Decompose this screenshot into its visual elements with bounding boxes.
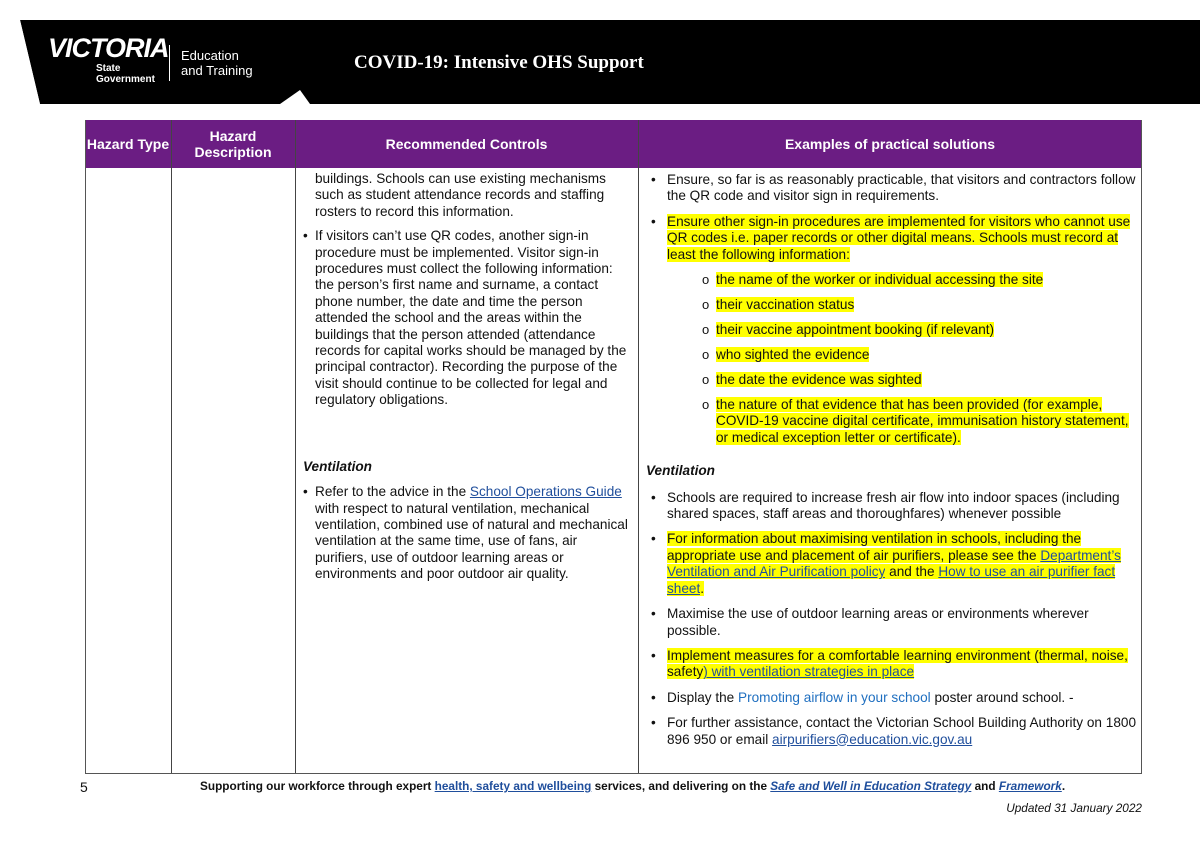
examples-ventilation-heading: Ventilation: [646, 463, 715, 479]
list-item: • Ensure, so far is as reasonably practicable, that visitors and contractors follow the QR code and visitor sign in requirements.: [646, 172, 1136, 205]
list-item: [646, 648, 1136, 681]
sub-list-item: [667, 297, 1136, 313]
required-info-sublist: [667, 272, 1136, 446]
list-item: [646, 690, 1136, 706]
promoting-airflow-link[interactable]: Promoting airflow in your school: [738, 689, 931, 705]
header-recommended-controls: Recommended Controls: [385, 136, 548, 152]
list-item: • If visitors can’t use QR codes, another sign-in procedure must be implemented. Visitor sign-in procedures must collect the following information: the person’s first name and surname, a contact phone number, the date and time the person attended the school and the areas within the buildings that the person attended (attendance records for capital works should be managed by the principal contractor). Recording the purpose of the visit should continue to be collected for legal and regulatory obligations.: [303, 228, 631, 408]
updated-date: Updated 31 January 2022: [1006, 801, 1142, 815]
examples-cell: [646, 172, 1136, 748]
highlighted-text: the nature of that evidence that has been provided (for example, COVID-19 vaccine digital certificate, immunisation history statement, or medical exception letter or certificate).: [716, 397, 1129, 445]
list-item: • Maximise the use of outdoor learning areas or environments wherever possible.: [646, 606, 1136, 639]
list-item: [303, 484, 631, 582]
header-hazard-description: Hazard Description: [194, 128, 272, 160]
column-divider: [295, 120, 296, 774]
list-item: [646, 214, 1136, 446]
highlighted-text: For information about maximising ventilation in schools, including the appropriate use and placement of air purifiers, please see the: [667, 531, 1082, 563]
logo-department-line1: Education: [181, 48, 239, 63]
controls-list: [303, 228, 631, 408]
list-item: [646, 715, 1136, 748]
controls-ventilation-list: [303, 484, 631, 582]
examples-ventilation-list: [646, 490, 1136, 748]
text-run: with respect to natural ventilation, mechanical ventilation, combined use of natural and mechanical ventilation at the same time, use of fans, air purifiers, use of outdoor learning areas or environments and poor outdoor air quality.: [315, 500, 628, 582]
framework-link[interactable]: Framework: [998, 779, 1062, 793]
recommended-controls-cell: [303, 171, 631, 583]
logo-wordmark: VICTORIA: [48, 33, 169, 63]
header-hazard-type: Hazard Type: [86, 136, 170, 152]
logo-government: Government: [96, 74, 155, 85]
sub-list-item: [667, 322, 1136, 338]
header-examples: Examples of practical solutions: [784, 136, 996, 152]
list-item: • Schools are required to increase fresh air flow into indoor spaces (including shared spaces, staff areas and thoroughfares) whenever possible: [646, 490, 1136, 523]
text-run: and: [971, 779, 999, 793]
text-run: Display the: [667, 689, 739, 705]
column-divider: [638, 120, 639, 774]
highlighted-text: the date the evidence was sighted: [716, 372, 922, 388]
sub-list-item: [667, 272, 1136, 288]
text-run: services, and delivering on the: [591, 779, 771, 793]
text-run: Supporting our workforce through expert: [200, 779, 435, 793]
footer-text: [200, 779, 1065, 793]
highlighted-text: their vaccination status: [716, 297, 855, 313]
table-border-right: [1141, 120, 1142, 774]
air-purifier-fact-sheet-link[interactable]: How to use an air purifier fact sheet: [667, 564, 1116, 596]
email-link[interactable]: airpurifiers@education.vic.gov.au: [772, 731, 973, 747]
sub-list-item: [667, 372, 1136, 388]
highlighted-text: the name of the worker or individual accessing the site: [716, 272, 1044, 288]
logo-divider: [169, 45, 170, 81]
highlighted-text: who sighted the evidence: [716, 347, 870, 363]
text-run: poster around school. -: [930, 689, 1074, 705]
ventilation-strategies-link[interactable]: ) with ventilation strategies in place: [703, 664, 915, 680]
examples-list: [646, 172, 1136, 446]
text-run: .: [1061, 779, 1066, 793]
ventilation-policy-link[interactable]: Department’s Ventilation and Air Purification policy: [667, 547, 1121, 580]
table-header-row: [85, 120, 1142, 168]
document-title: COVID-19: Intensive OHS Support: [354, 52, 644, 73]
highlighted-text: .: [700, 580, 705, 596]
highlighted-text: Implement measures for a comfortable learning environment (thermal, noise, safety: [667, 647, 1128, 680]
school-operations-guide-link[interactable]: School Operations Guide: [469, 484, 622, 500]
table-border-bottom: [85, 773, 1142, 774]
highlighted-text: Ensure other sign-in procedures are implemented for visitors who cannot use QR codes i.e. paper records or other digital means. Schools must record at least the following information:: [667, 213, 1131, 262]
text-run: For further assistance, contact the Victorian School Building Authority on 1800 896 950 or email: [667, 715, 1137, 747]
controls-ventilation-heading: Ventilation: [303, 458, 372, 474]
controls-continuation-text: buildings. Schools can use existing mechanisms such as student attendance records and staffing rosters to record this information.: [315, 171, 606, 219]
page-number: 5: [80, 779, 88, 795]
list-item: [646, 531, 1136, 597]
sub-list-item: [667, 347, 1136, 363]
logo-state: State: [96, 63, 121, 74]
health-safety-wellbeing-link[interactable]: health, safety and wellbeing: [434, 779, 592, 793]
text-run: Refer to the advice in the: [315, 484, 470, 500]
safe-and-well-strategy-link[interactable]: Safe and Well in Education Strategy: [770, 779, 972, 793]
sub-list-item: [667, 397, 1136, 446]
table-border-left: [85, 120, 86, 774]
column-divider: [171, 120, 172, 774]
logo-department-line2: and Training: [181, 63, 253, 78]
page-header: [0, 0, 1200, 104]
highlighted-text: their vaccine appointment booking (if relevant): [716, 322, 995, 338]
hazard-table: [85, 120, 1142, 774]
victoria-government-logo: [48, 33, 288, 93]
highlighted-text: and the: [885, 564, 939, 580]
